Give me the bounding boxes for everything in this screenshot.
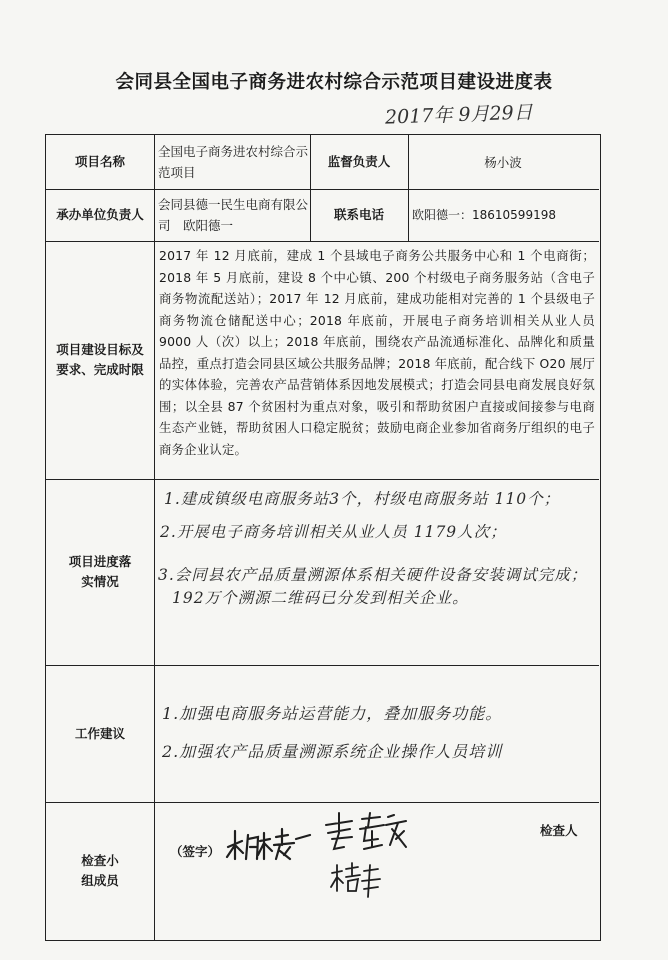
contractor-value: 会同县德一民生电商有限公司 欧阳德一 xyxy=(158,197,309,233)
handwritten-date: 2017年 9月29日 xyxy=(384,101,534,129)
supervisor-label: 监督负责人 xyxy=(327,154,391,169)
goals-label: 项目建设目标及要求、完成时限 xyxy=(56,342,144,377)
signature-label: （签字） xyxy=(170,844,221,859)
goals-text: 2017 年 12 月底前，建成 1 个县域电子商务公共服务中心和 1 个电商街；2018 年 5 月底前，建设 8 个中心镇、200 个村级电子商务服务站（含电子商务物流配送站）；2017 年 12 月底前，建成功能相对完善的 1 个县级电子商务物流仓储配送中心；2018 年底前，开展电子商务培训相关从业人员 9000 人（次）以上；2018 年底前，围绕农产品流通标准化、品牌化和质量品控，重点打造会同县区域公共服务品牌；2018 年底前，配合线下 O20 展厅的实体体验，完善农产品营销体系因地发展模式；打造会同县电商发展良好氛围；以全县 87 个贫困村为重点对象，吸引和帮助贫困户直接或间接参与电商生态产业链，帮助贫困人口稳定脱贫；鼓励电商企业参加省商务厅组织的电子商务企业认定。 xyxy=(159,248,595,457)
document-title: 会同县全国电子商务进农村综合示范项目建设进度表 xyxy=(115,72,553,93)
project-name-label: 项目名称 xyxy=(74,154,125,169)
progress-label: 项目进度落实情况 xyxy=(68,554,132,589)
progress-item-2: 2.开展电子商务培训相关从业人员 1179人次； xyxy=(160,523,507,541)
progress-item-4: 192万个溯源二维码已分发到相关企业。 xyxy=(172,589,469,607)
signature-3 xyxy=(328,861,384,903)
phone-label: 联系电话 xyxy=(333,207,384,222)
suggestion-item-1: 1.加强电商服务站运营能力，叠加服务功能。 xyxy=(162,704,503,723)
progress-item-3: 3.会同县农产品质量溯源体系相关硬件设备安装调试完成； xyxy=(158,566,588,584)
signature-1 xyxy=(224,825,314,865)
supervisor-value: 杨小波 xyxy=(484,155,522,170)
inspection-group-label: 检查小组成员 xyxy=(81,853,119,888)
project-name-value: 全国电子商务进农村综合示范项目 xyxy=(158,144,309,180)
progress-item-1: 1.建成镇级电商服务站3个，村级电商服务站 110个； xyxy=(164,490,561,508)
contractor-label: 承办单位负责人 xyxy=(56,207,144,222)
signature-2 xyxy=(322,811,408,855)
progress-table xyxy=(45,134,601,941)
suggestions-label: 工作建议 xyxy=(74,725,125,741)
suggestion-item-2: 2.加强农产品质量溯源系统企业操作人员培训 xyxy=(162,742,503,761)
phone-value: 欧阳德一：18610599198 xyxy=(412,208,556,222)
inspector-label: 检查人 xyxy=(540,823,578,838)
